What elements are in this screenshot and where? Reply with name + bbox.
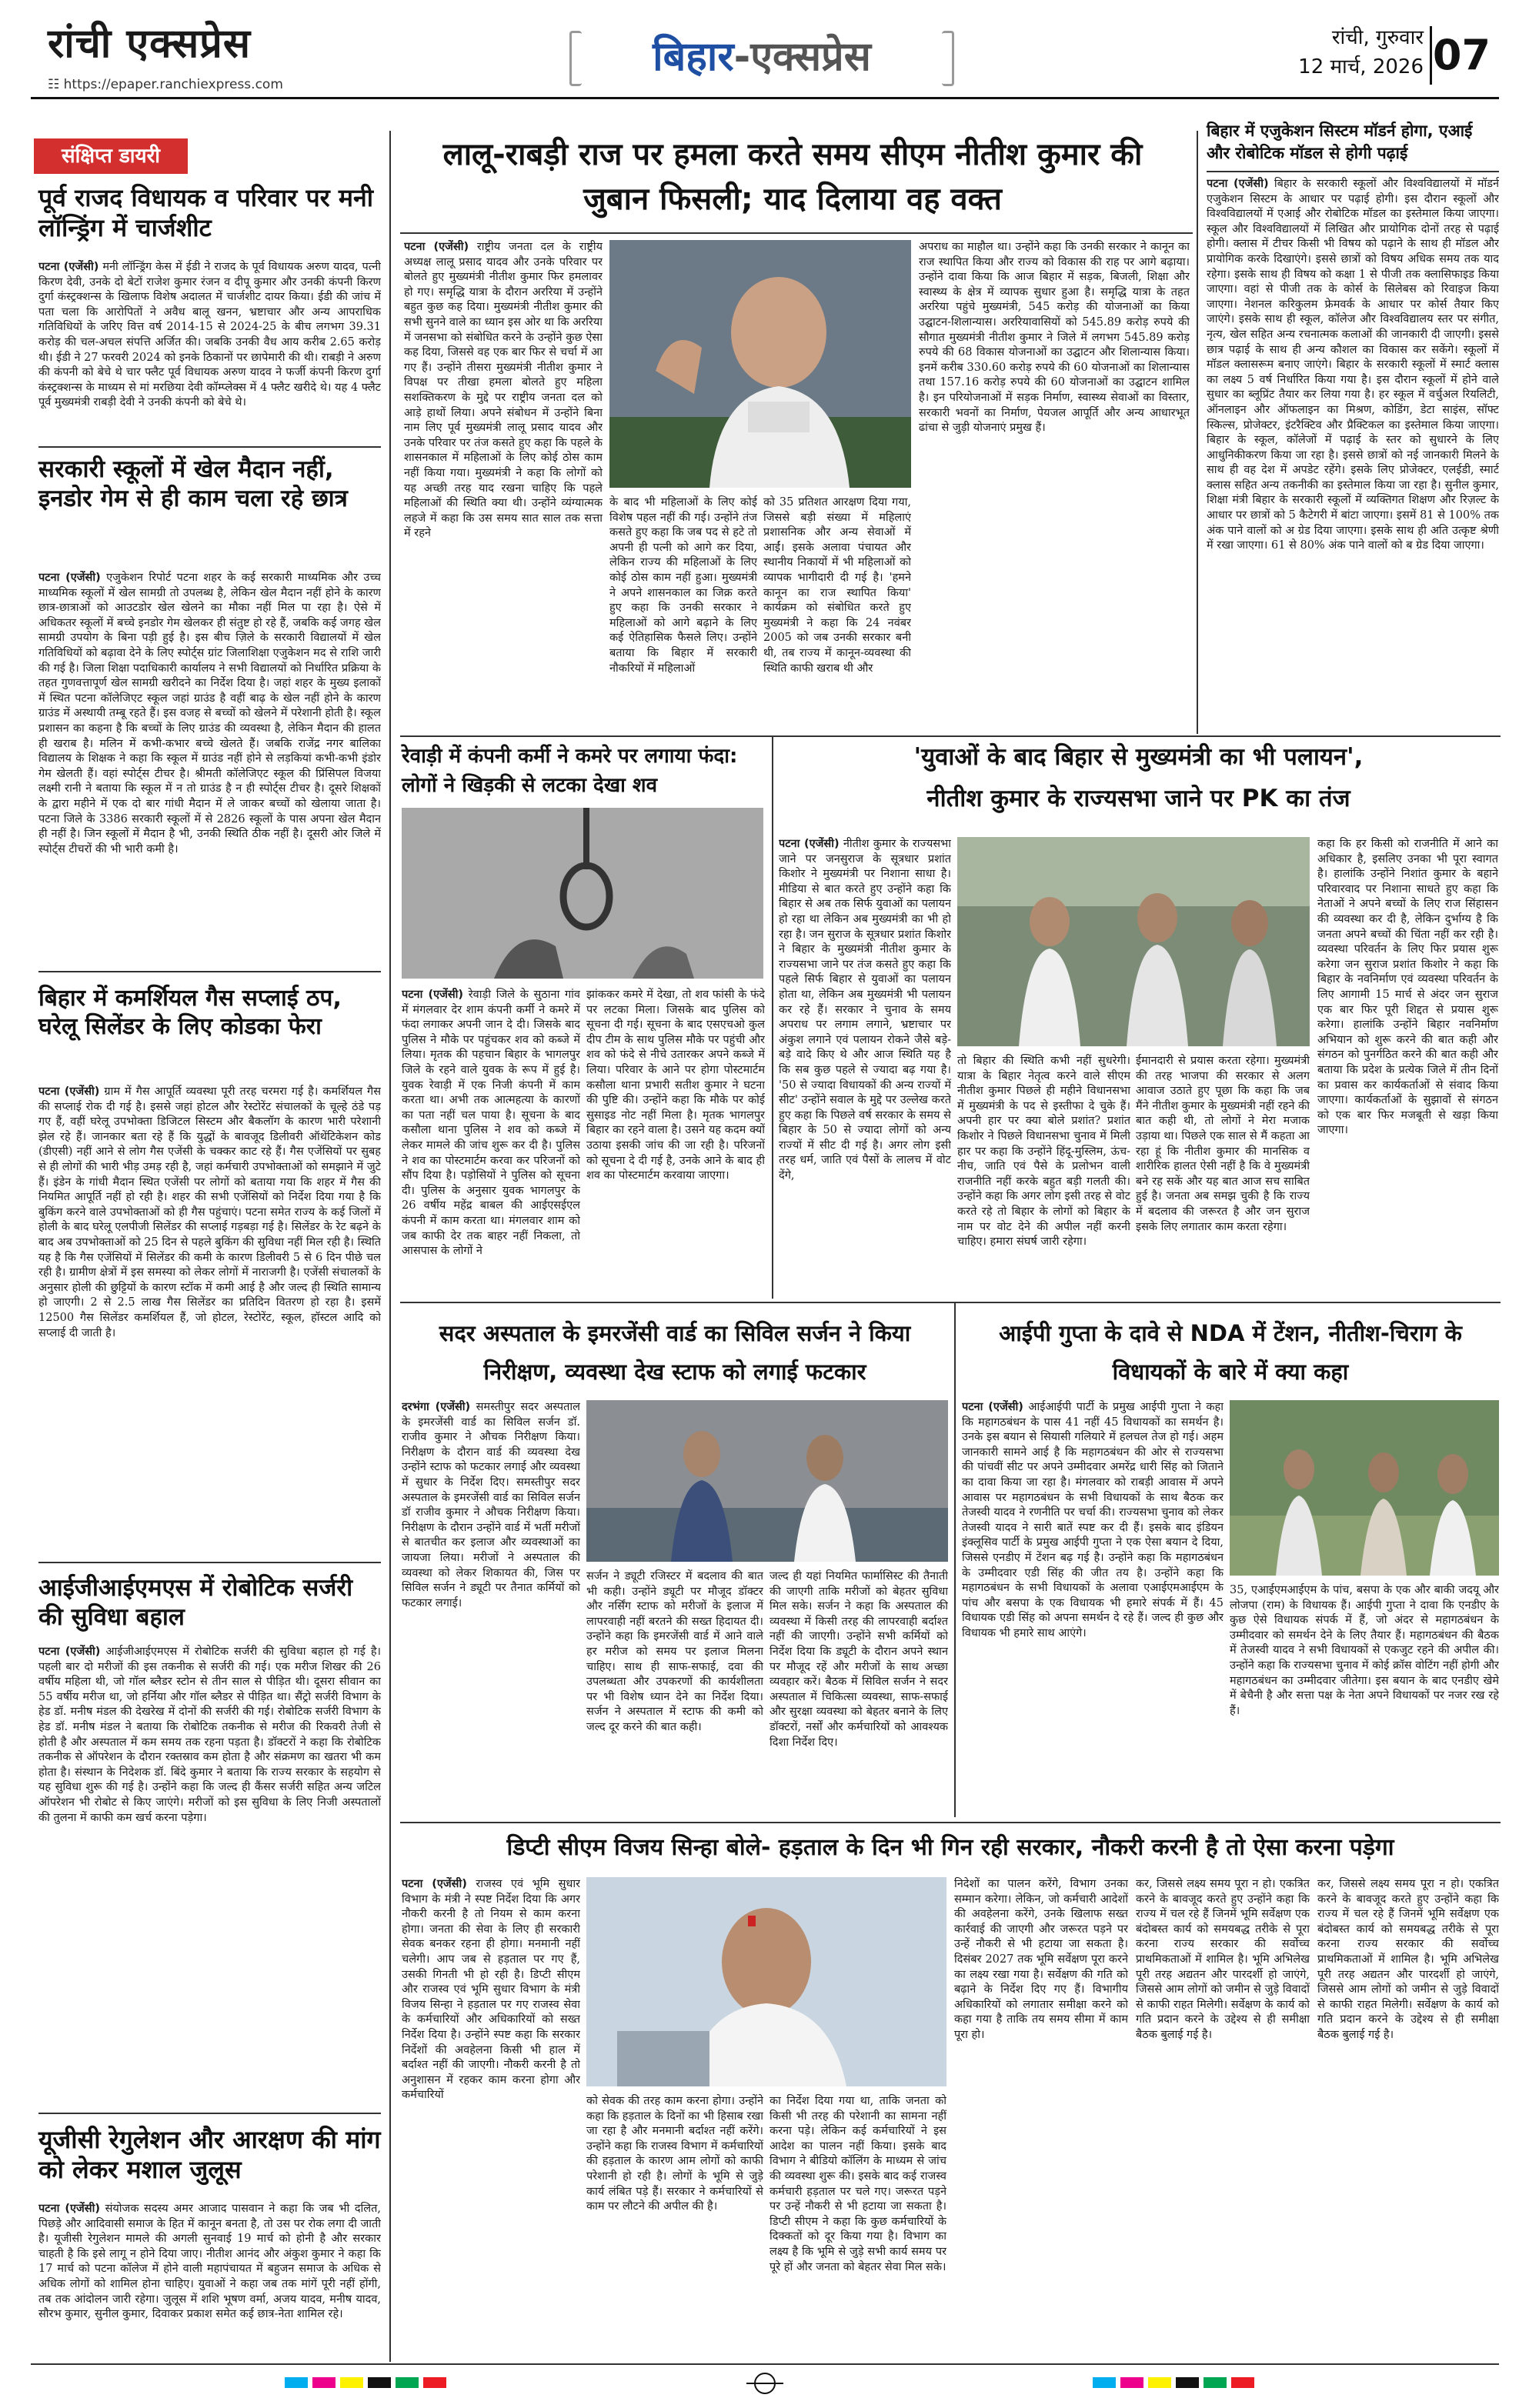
story3-divider [38,1562,381,1563]
lead-col2-text: के बाद भी महिलाओं के लिए कोई विशेष पहल नहीं की गई। उन्होंने तंज कसते हुए कहा कि जब पद से हटे तो अपनी ही पत्नी को आगे कर दिया, लेकिन राज्य की महिलाओं के लिए कोई ठोस काम नहीं हुआ। मुख्यमंत्री ने अपने शासनकाल का जिक्र करते हुए कहा कि उनकी सरकार ने महिलाओं को आगे बढ़ाने के लिए कई ऐतिहासिक फैसले लिए। उन्होंने बताया कि बिहार में सरकारी नौकरियों में महिलाओं [609,496,757,675]
rewari-headline: रेवाड़ी में कंपनी कर्मी ने कमरे पर लगाया फंदा: लोगों ने खिड़की से लटका देखा शव [402,745,738,797]
hospital-right-rule [954,1303,956,1817]
vijay-col1 [402,1877,580,2350]
vijay-col2-text: को सेवक की तरह काम करना होगा। उन्होंने कहा कि हड़ताल के दिनों का भी हिसाब रखा जा रहा है और मनमानी बर्दाश्त नहीं करेंगे। उन्होंने कहा कि राजस्व विभाग में कर्मचारियों की हड़ताल के कारण आम लोगों को काफी परेशानी हो रही है। लोगों के भूमि से जुड़े कार्य लंबित पड़े हैं। सरकार ने कर्मचारियों से काम पर लौटने की अपील की है। [586,2095,763,2213]
story1-headline: पूर्व राजद विधायक व परिवार पर मनी लॉन्ड्रिंग में चार्जशीट [38,183,374,243]
lead-headline-rule [400,232,1193,234]
story4-body [38,1645,381,2106]
story5-dateline: पटना (एजेंसी) [38,2203,100,2215]
story2-divider [38,971,381,972]
lead-col1-text: राष्ट्रीय जनता दल के राष्ट्रीय अध्यक्ष लालू प्रसाद यादव और उनके परिवार पर बोलते हुए मुख्यमंत्री नीतीश कुमार फिर हमलावर हो गए। समृद्धि यात्रा के दौरान अररिया में उन्होंने बहुत कुछ कह दिया। मुख्यमंत्री नीतीश कुमार की सभी सुनने वाले का ध्यान इस ओर था कि अररिया में जनसभा को संबोधित करने के उन्होंने कुछ ऐसा कह दिया, जिससे वह एक बार फिर से चर्चा में आ गए हैं। उन्होंने तीसरा मुख्यमंत्री नीतीश कुमार ने विपक्ष पर तीखा हमला बोलते हुए महिला सशक्तिकरण के मुद्दे पर राष्ट्रीय जनता दल को आड़े हाथों लिया। अपने संबोधन में उन्होंने बिना नाम लिए पूर्व मुख्यमंत्री लालू प्रसाद यादव और उनके परिवार पर तंज कसते हुए कहा कि पहले के शासनकाल में महिलाओं के लिए कोई ठोस काम नहीं किया गया। मुख्यमंत्री ने कहा कि लोगों को यह अच्छी तरह याद रखना चाहिए कि पहले महिलाओं की स्थिति क्या थी। उन्होंने व्यंग्यात्मक लहजे में कहा कि उस समय सात साल तक सत्ता में रहने [404,241,603,540]
section-title-bihar: बिहार [653,34,734,80]
ip-col2 [1230,1583,1499,1816]
hospital-col2-text: सर्जन ने ड्यूटी रजिस्टर में बदलाव की बात भी कही। उन्होंने ड्यूटी पर मौजूद डॉक्टर और नर्सिंग स्टाफ को मरीजों के इलाज में लापरवाही नहीं बरतने की सख्त हिदायत दी। उन्होंने कहा कि इमरजेंसी वार्ड में आने वाले हर मरीज को समय पर इलाज मिलना चाहिए। साथ ही साफ-सफाई, दवा की उपलब्धता और उपकरणों की कार्यशीलता पर भी विशेष ध्यान देने का निर्देश दिया। सर्जन ने अस्पताल में स्टाफ की कमी को जल्द दूर करने की बात कही। [586,1570,763,1733]
ip-gupta-meeting-photo [1230,1400,1499,1576]
story2-body [38,571,381,965]
vijay-col6-text: कर, जिससे लक्ष्य समय पूरा न हो। एकत्रित करने के बावजूद करते हुए उन्होंने कहा कि राज्य में चल रहे हैं जिनमें भूमि सर्वेक्षण एक बंदोबस्त कार्य को समयबद्ध तरीके से पूरा करना राज्य सरकार की सर्वोच्च प्राथमिकताओं में शामिल है। भूमि अभिलेख पूरी तरह अद्यतन और पारदर्शी हो जाएंगे, जिससे आम लोगों को जमीन से जुड़े विवादों से काफी राहत मिलेगी। सर्वेक्षण के कार्य को गति प्रदान करने के उद्देश्य से ही समीक्षा बैठक बुलाई गई है। [1317,1878,1499,2041]
lead-dateline: पटना (एजेंसी) [404,241,469,253]
story2-dateline: पटना (एजेंसी) [38,572,101,584]
date-city-day: रांची, गुरुवार [1331,26,1424,49]
hospital-headline: सदर अस्पताल के इमरजेंसी वार्ड का सिविल सर्जन ने किया निरीक्षण, व्यवस्था देख स्टाफ को लगाई फटकार [439,1320,911,1385]
pk-headline-1: 'युवाओं के बाद बिहार से मुख्यमंत्री का भी पलायन', [913,743,1364,771]
lead-headline: लालू-राबड़ी राज पर हमला करते समय सीएम नीतीश कुमार की जुबान फिसली; याद दिलाया वह वक्त [442,137,1143,217]
ip-headline: आईपी गुप्ता के दावे से NDA में टेंशन, नीतीश-चिराग के विधायकों के बारे में क्या कहा [999,1320,1462,1385]
hospital-col3-text: जल्द ही यहां नियमित फार्मासिस्ट की तैनाती की जाएगी ताकि मरीजों को बेहतर सुविधा मिल सके। सर्जन ने कहा कि अस्पताल की व्यवस्था में किसी तरह की लापरवाही बर्दाश्त नहीं की जाएगी। उन्होंने सभी कर्मियों को निर्देश दिया कि ड्यूटी के दौरान अपने स्थान पर मौजूद रहें और मरीजों के साथ अच्छा व्यवहार करें। बैठक में सिविल सर्जन ने सदर अस्पताल में चिकित्सा व्यवस्था, साफ-सफाई और सुरक्षा व्यवस्था को बेहतर बनाने के लिए डॉक्टरों, नर्सों और कर्मचारियों को आवश्यक दिशा निर्देश दिए। [770,1570,948,1749]
rewari-dateline: पटना (एजेंसी) [402,989,464,1001]
story4-text: आईजीआईएमएस में रोबोटिक सर्जरी की सुविधा बहाल हो गई है। पहली बार दो मरीजों की इस तकनीक से सर्जरी की गई। एक मरीज शिखर की 26 वर्षीय महिला थी, जो गॉल ब्लैडर स्टोन से तीन साल से पीड़ित थी। दूसरा सीवान का 55 वर्षीय मरीज था, जो हर्निया और गॉल ब्लैडर से पीड़ित था। सैंट्रो सर्जरी विभाग के हेड डॉ. मनीष मंडल की देखरेख में दोनों की सर्जरी की गई। रोबोटिक सर्जरी विभाग के हेड डॉ. मनीष मंडल ने बताया कि रोबोटिक तकनीक से मरीज की रिकवरी तेजी से होती है और अस्पताल में कम समय तक रहना पड़ता है। डॉक्टरों ने कहा कि रोबोटिक तकनीक से ऑपरेशन के दौरान रक्तस्राव कम होता है और संक्रमण का खतरा भी कम होता है। संस्थान के निदेशक डॉ. बिंदे कुमार ने बताया कि राज्य सरकार के सहयोग से यह सुविधा शुरू की गई है। उन्होंने कहा कि जल्द ही कैंसर सर्जरी सहित अन्य जटिल ऑपरेशन भी रोबोट से किए जाएंगे। मरीजों को इस सुविधा के लिए निजी अस्पतालों की तुलना में काफी कम खर्च करना पड़ेगा। [38,1646,381,1824]
lower-band-rule [400,1302,1501,1303]
story1-text: मनी लॉन्ड्रिंग केस में ईडी ने राजद के पूर्व विधायक अरुण यादव, पत्नी किरण देवी, उनके दो बेटों राजेश कुमार रंजन व दीपू कुमार और उनकी कंपनी किरण दुर्गा कंस्ट्रक्शन्स के खिलाफ विशेष अदालत में चार्जशीट दायर किया। ईडी की जांच में पता चला कि आरोपितों ने अवैध बालू खनन, भ्रष्टाचार और अन्य आपराधिक गतिविधियों के जरिए वित्त वर्ष 2014-15 से 2024-25 के बीच लगभग 39.31 करोड़ की चल-अचल संपत्ति अर्जित की। जबकि उनकी वैध आय करीब 2.65 करोड़ थी। ईडी ने 27 फरवरी 2024 को इनके ठिकानों पर छापेमारी की थी। राबड़ी ने अरुण की कंपनी को बेचे थे चार फ्लैट पूर्व विधायक अरुण यादव ने फर्जी कंपनी किरण दुर्गा कंस्ट्रक्शन्स के माध्यम से मां मरछिया देवी कॉम्प्लेक्स में 4 फ्लैट खरीदे थे। यह 4 फ्लैट पूर्व मुख्यमंत्री राबड़ी देवी ने उनकी कंपनी को बेचे थे। [38,261,381,409]
masthead-bracket-left [569,31,582,86]
vijay-col1-text: राजस्व एवं भूमि सुधार विभाग के मंत्री ने स्पष्ट निर्देश दिया कि अगर नौकरी करनी है तो नियम से काम करना होगा। जनता की सेवा के लिए ही सरकारी सेवक बनकर रहना ही होगा। मनमानी नहीं चलेगी। आप जब से हड़ताल पर गए हैं, उसकी गिनती भी हो रही है। डिप्टी सीएम और राजस्व एवं भूमि सुधार विभाग के मंत्री विजय सिन्हा ने हड़ताल पर गए राजस्व सेवा के कर्मचारियों और अधिकारियों को सख्त निर्देश दिया है। उन्होंने स्पष्ट कहा कि सरकार निर्देशों की अवहेलना किसी भी हाल में बर्दाश्त नहीं की जाएगी। नौकरी करनी है तो अनुशासन में रहकर काम करना होगा और कर्मचारियों [402,1878,580,2102]
masthead-bracket-right [942,31,954,86]
lead-col1 [404,240,603,732]
hospital-col1 [402,1400,580,1816]
vijay-dateline: पटना (एजेंसी) [402,1878,467,1890]
education-headline-rule [1207,171,1499,172]
lead-right-rule [1197,131,1198,734]
hospital-inspection-photo [586,1400,948,1562]
pk-col3 [1136,1054,1310,1296]
hospital-dateline: दरभंगा (एजेंसी) [402,1401,471,1413]
story5-text: संयोजक सदस्य अमर आजाद पासवान ने कहा कि जब भी दलित, पिछड़े और आदिवासी समाज के हित में कानून बनता है, तो उस पर रोक लगा दी जाती है। यूजीसी रेगुलेशन मामले की अगली सुनवाई 19 मार्च को होनी है और सरकार चाहती है कि इसे लागू न होने दिया जाए। नीतीश आनंद और अंकुश कुमार ने कहा कि 17 मार्च को पटना कॉलेज में होने वाली महापंचायत में बहुजन समाज के अधिक से अधिक लोगों को शामिल होना चाहिए। युवाओं ने कहा जब तक मांगें पूरी नहीं होंगी, तब तक आंदोलन जारी रहेगा। जुलूस में शशि भूषण वर्मा, अजय यादव, मनीष यादव, सौरभ कुमार, सुनील कुमार, दिवाकर प्रकाश समेत कई छात्र-नेता शामिल रहे। [38,2203,381,2321]
vijay-col3-text: का निर्देश दिया गया था, ताकि जनता को किसी भी तरह की परेशानी का सामना नहीं करना पड़े। लेकिन कई कर्मचारियों ने इस आदेश का पालन नहीं किया। इसके बाद विभाग ने बीडियो कॉलिंग के माध्यम से जांच की व्यवस्था शुरू की। इसके बाद कई राजस्व कर्मचारी हड़ताल पर चले गए। जरूरत पड़ने पर उन्हें नौकरी से भी हटाया जा सकता है। डिप्टी सीएम ने कहा कि कुछ कर्मचारियों के दिक्कतों को दूर किया गया है। विभाग का लक्ष्य है कि भूमि से जुड़े सभी कार्य समय पर पूरे हों और जनता को बेहतर सेवा मिल सके। [770,2095,946,2273]
epaper-url[interactable] [48,77,283,92]
pk-col4-text: कहा कि हर किसी को राजनीति में आने का अधिकार है, इसलिए उनका भी पूरा स्वागत है। हालांकि उन्होंने निशांत कुमार के बहाने परिवारवाद पर निशाना साधते हुए कहा कि नेताओं ने अपने बच्चों के लिए राज सिंहासन की व्यवस्था कर दी है, लेकिन दुर्भाग्य है कि जनता अपने बच्चों की चिंता नहीं कर रही है। व्यवस्था परिवर्तन के लिए फिर प्रयास शुरू करेगा जन सुराज प्रशांत किशोर ने कहा कि बिहार के नवनिर्माण एवं व्यवस्था परिवर्तन के लिए आगामी 15 मार्च से अंदर जन सुराज एक बार फिर पूरी शिद्दत से प्रयास शुरू करेगा। हालांकि उन्होंने बिहार नवनिर्माण अभियान को शुरू करने की बात कही और संगठन को पुनर्गठित करने की बात कही और बताया कि प्रदेश के प्रत्येक जिले में तीन दिनों का प्रवास कर कार्यकर्ताओं से संवाद किया जाएगा। कार्यकर्ताओं के सुझावों से संगठन को एक बार फिर मजबूती से खड़ा किया जाएगा। [1317,838,1498,1137]
pk-col2-text: तो बिहार की स्थिति कभी नहीं सुधरेगी। यात्रा के बिहार नेतृत्व करने वाले सीएम नीतीश कुमार पिछले ही महीने विधानसभा में मुख्यमंत्री के पद से इस्तीफा दे चुके हैं। अपनी हार पर क्या बोले प्रशांत? प्रशांत किशोर ने पिछले विधानसभा चुनाव में मिली हार पर कहा कि उन्होंने हिंदू-मुस्लिम, ऊंच-नीच, जाति एवं पैसे के प्रलोभन वाली राजनीति नहीं करके बहुत बड़ी गलती की। उन्होंने कहा कि अगर लोग इसी तरह से वोट करते रहे तो बिहार के लोगों को बिहार के नाम पर वोट देने की अपील नहीं करनी चाहिए। हमारा संघर्ष जारी रहेगा। [957,1055,1130,1249]
story3-text: ग्राम में गैस आपूर्ति व्यवस्था पूरी तरह चरमरा गई है। कमर्शियल गैस की सप्लाई रोक दी गई है। इससे जहां होटल और रेस्टोरेंट संचालकों के चूल्हे ठंडे पड़ गए हैं, वहीं घरेलू उपभोक्ता डिजिटल सिस्टम और बैकलॉग के कारण भारी परेशानी झेल रहे हैं। जानकार बता रहे हैं कि युद्धों के बावजूद डिलीवरी ऑथेंटिकेशन कोड (डीएसी) नहीं आने से लोग गैस एजेंसी के चक्कर काट रहे हैं। गैस एजेंसियों पर सुबह से ही लोगों की भारी भीड़ उमड़ रही है, जहां कर्मचारी उपभोक्ताओं को समझाने में जुटे हैं। इंडेन के गांधी मैदान स्थित एजेंसी पर लोगों को बताया गया कि शहर में गैस की नियमित आपूर्ति नहीं हो रही है। शहर की सभी एजेंसियों को निर्देश दिया गया है कि बुकिंग करने वाले उपभोक्ताओं को ही गैस पहुंचाएं। पटना समेत राज्य के कई जिलों में होली के बाद घरेलू एलपीजी सिलेंडर की सप्लाई गड़बड़ा गई है। सिलेंडर के रेट बढ़ने के बाद अब उपभोक्ताओं को 25 दिन से पहले बुकिंग की सुविधा नहीं मिल रही है। स्थिति यह है कि गैस एजेंसियों में सिलेंडर की कमी के कारण डिलीवरी 5 से 6 दिन पीछे चल रही है। ग्रामीण क्षेत्रों में इस समस्या को लेकर लोगों में नाराजगी है। एजेंसी संचालकों के अनुसार होली की छुट्टियों के कारण स्टॉक में कमी आई है और जल्द ही स्थिति सामान्य हो जाएगी। 2 से 2.5 लाख गैस सिलेंडर का प्रतिदिन वितरण हो रहा है। इसमें 12500 गैस सिलेंडर कमर्शियल हैं, जो होटल, रेस्टोरेंट, स्कूल, हॉस्टल आदि को सप्लाई दी जाती है। [38,1086,381,1339]
education-body [1207,177,1499,731]
story3-dateline: पटना (एजेंसी) [38,1086,100,1098]
vijay-sinha-photo [586,1877,946,2086]
ip-col1 [962,1400,1224,1816]
nitish-kumar-photo [609,240,911,488]
story3-headline: बिहार में कमर्शियल गैस सप्लाई ठप, घरेलू सिलेंडर के लिए कोडका फेरा [38,985,342,1040]
print-color-bar-right [1093,2377,1254,2388]
pk-dateline: पटना (एजेंसी) [779,838,840,850]
section-masthead [585,27,939,87]
section-title-express: -एक्सप्रेस [733,34,871,80]
bottom-band-rule [400,1822,1501,1823]
story4-dateline: पटना (एजेंसी) [38,1646,101,1658]
pk-col2 [957,1054,1130,1296]
pk-col3-text: ईमानदारी से प्रयास करता रहेगा। मुख्यमंत्री की तरह भाजपा की सरकार से अलग आवाज उठाते हुए पूछा कि कहा कि जब मैंने नीतीश कुमार के मुख्यमंत्री नहीं रहने की बात कही थी, तो लोगों ने मेरा मजाक उड़ाया था। पिछले एक साल से मैं कहता आ रहा हूं कि नीतीश कुमार की मानसिक व शारीरिक हालत ऐसी नहीं है कि वे मुख्यमंत्री बने रह सकें और यह बात आज सच साबित हुई है। जनता अब समझ चुकी है कि राज्य में बदलाव की जरूरत है और जन सुराज इसके लिए लगातार काम करता रहेगा। [1136,1055,1310,1233]
briefs-section-tab: संक्षिप्त डायरी [34,138,188,174]
lead-col3 [763,495,911,732]
registration-mark-crosshair [746,2383,783,2384]
story1-body [38,260,381,441]
pk-crowd-photo [957,837,1310,1046]
story2-headline: सरकारी स्कूलों में खेल मैदान नहीं, इनडोर गेम से ही काम चला रहे छात्र [38,455,348,512]
education-headline: बिहार में एजुकेशन सिस्टम मॉडर्न होगा, एआई और रोबोटिक मॉडल से होगी पढ़ाई [1207,122,1473,162]
date-block [1254,23,1424,82]
story4-headline: आईजीआईएमएस में रोबोटिक सर्जरी की सुविधा बहाल [38,1574,353,1631]
story1-divider [38,446,381,448]
globe-icon: ☷ [48,77,64,92]
rope-noose-photo [402,808,763,979]
vijay-col5 [1136,1877,1310,2350]
vijay-col5-text: कर, जिससे लक्ष्य समय पूरा न हो। एकत्रित करने के बावजूद करते हुए उन्होंने कहा कि राज्य में चल रहे हैं जिनमें भूमि सर्वेक्षण एक बंदोबस्त कार्य को समयबद्ध तरीके से पूरा करना राज्य सरकार की सर्वोच्च प्राथमिकताओं में शामिल है। भूमि अभिलेख पूरी तरह अद्यतन और पारदर्शी हो जाएंगे, जिससे आम लोगों को जमीन से जुड़े विवादों से काफी राहत मिलेगी। सर्वेक्षण के कार्य को गति प्रदान करने के उद्देश्य से ही समीक्षा बैठक बुलाई गई है। [1136,1878,1310,2041]
lead-col2 [609,495,757,732]
pk-headline-2: नीतीश कुमार के राज्यसभा जाने पर PK का तंज [926,785,1350,812]
story2-text: एजुकेशन रिपोर्ट पटना शहर के कई सरकारी माध्यमिक और उच्च माध्यमिक स्कूलों में खेल सामग्री तो उपलब्ध है, लेकिन खेल मैदान नहीं होने के कारण छात्र-छात्राओं को आउटडोर खेल खेलने का मौका नहीं मिल पा रहा है। ऐसे में अधिकतर स्कूलों में बच्चे इनडोर गेम खेलकर ही संतुष्ट हो रहे हैं, जबकि कई जगह खेल सामग्री उपयोग के बिना पड़ी हुई है। इस बीच ज़िले के सरकारी विद्यालयों में खेल गतिविधियों को बढ़ावा देने के लिए स्पोर्ट्स ग्रांट जिलाशिक्षा एजुकेशन मद से राशि जारी की गई है। जिला शिक्षा पदाधिकारी कार्यालय ने सभी विद्यालयों को निर्धारित प्रक्रिया के तहत गुणवत्तापूर्ण खेल सामग्री खरीदने का निर्देश दिया है। जहां शहर के मुख्य इलाकों में स्थित पटना कॉलेजिएट स्कूल जहां ग्राउंड है वहीं बाढ़ के खेल नहीं होने के कारण ग्राउंड में अस्थायी तम्बू रहते हैं। इस वजह से बच्चों को खेलने में परेशानी होती है। स्कूल प्रशासन का कहना है कि बच्चों के लिए ग्राउंड की व्यवस्था है, लेकिन मैदान की हालत ही खराब है। मलिन में कभी-कभार बच्चे खेलते हैं। जबकि राजेंद्र नगर बालिका विद्यालय के शिक्षक ने कहा कि स्कूल में ग्राउंड नहीं होने से लड़कियां कभी-कभी इंडोर गेम खेलती हैं। वहां स्पोर्ट्स टीचर है। श्रीमती कॉलेजिएट स्कूल की प्रिंसिपल विजया लक्ष्मी रानी ने बताया कि स्कूल में न तो ग्राउंड है न ही स्पोर्ट्स टीचर है। दूसरे शिक्षकों के द्वारा महीने में एक दो बार गांधी मैदान में ले जाकर बच्चों को खेलाया जाता है। पटना जिले के 3386 सरकारी स्कूलों में से 2826 स्कूलों के पास अपना खेल मैदान ही नहीं है। जिन स्कूलों में मैदान है भी, उनकी स्थिति ठीक नहीं है। दूसरी ओर जिले में स्पोर्ट्स टीचरों की भी भारी कमी है। [38,572,381,855]
masthead-rule [31,97,1499,99]
footer-rule [31,2363,1499,2365]
newspaper-logo: रांची एक्सप्रेस [48,20,252,67]
rewari-col1 [402,988,580,1296]
pk-col1 [779,837,951,1296]
vijay-col4-text: निदेशों का पालन करेंगे, विभाग उनका सम्मान करेगा। लेकिन, जो कर्मचारी आदेशों की अवहेलना करेंगे, उनके खिलाफ सख्त कार्रवाई की जाएगी और जरूरत पड़ने पर उन्हें नौकरी से भी हटाया जा सकता है। दिसंबर 2027 तक भूमि सर्वेक्षण पूरा करने का लक्ष्य रखा गया है। सर्वेक्षण की गति को बढ़ाने के निर्देश दिए गए हैं। विभागीय अधिकारियों को लगातार समीक्षा करने को कहा गया है ताकि तय समय सीमा में काम पूरा हो। [954,1878,1128,2041]
date-full: 12 मार्च, 2026 [1298,55,1424,78]
story3-body [38,1085,381,1554]
lead-col4-text: अपराध का माहौल था। उन्होंने कहा कि उनकी सरकार ने कानून का राज स्थापित किया और राज्य को विकास की राह पर आगे बढ़ाया। उन्होंने दावा किया कि आज बिहार में सड़क, बिजली, शिक्षा और स्वास्थ्य के क्षेत्र में व्यापक सुधार हुआ है। समृद्धि यात्रा के तहत अररिया पहुंचे मुख्यमंत्री, 545 करोड़ की योजनाओं का किया उद्घाटन-शिलान्यास। अररियावासियों को 545.89 करोड़ रुपये की सौगात मुख्यमंत्री नीतीश कुमार ने जिले में लगभग 545.89 करोड़ रुपये की 68 विकास योजनाओं का उद्घाटन और शिलान्यास किया। इनमें करीब 330.60 करोड़ रुपये की 60 योजनाओं का शिलान्यास तथा 157.16 करोड़ रुपये की 60 योजनाओं का उद्घाटन शामिल है। इन परियोजनाओं में सड़क निर्माण, स्वास्थ्य सेवाओं का विस्तार, सरकारी भवनों का निर्माण, पेयजल आपूर्ति और अन्य आधारभूत ढांचा से जुड़ी योजनाएं प्रमुख हैं। [919,241,1190,435]
vijay-col4 [954,1877,1128,2350]
story5-headline: यूजीसी रेगुलेशन और आरक्षण की मांग को लेकर मशाल जुलूस [38,2125,381,2185]
lead-col3-text: को 35 प्रतिशत आरक्षण दिया गया, जिससे बड़ी संख्या में महिलाएं प्रशासनिक और अन्य सेवाओं में आईं। इसके अलावा पंचायत और स्थानीय निकायों में भी महिलाओं को व्यापक भागीदारी दी गई है। 'हमने कानून का राज स्थापित किया' कार्यक्रम को संबोधित करते हुए मुख्यमंत्री ने कहा कि 24 नवंबर 2005 को जब उनकी सरकार बनी थी, तब राज्य में कानून-व्यवस्था की स्थिति काफी खराब थी और [763,496,911,675]
story4-divider [38,2113,381,2114]
hospital-col3 [770,1569,948,1816]
lead-col4 [919,240,1190,732]
education-dateline: पटना (एजेंसी) [1207,178,1269,190]
ip-dateline: पटना (एजेंसी) [962,1401,1023,1413]
rewari-col1-text: रेवाड़ी जिले के सुठाना गांव में मंगलवार देर शाम कंपनी कर्मी ने कमरे में फंदा लगाकर अपनी जान दे दी। जिसके बाद पुलिस ने मौके पर पहुंचकर शव को कब्जे में लिया। मृतक की पहचान बिहार के भागलपुर जिले के रहने वाले युवक के रूप में हुई है। युवक रेवाड़ी में एक निजी कंपनी में काम करता था। अभी तक आत्महत्या के कारणों का पता नहीं चल पाया है। सूचना के बाद कसौला थाना पुलिस ने शव को कब्जे में लेकर मामले की जांच शुरू कर दी है। पुलिस ने शव का पोस्टमार्टम करवा कर परिजनों को सौंप दिया है। पड़ोसियों ने पुलिस को सूचना दी। पुलिस के अनुसार युवक भागलपुर के 26 वर्षीय महेंद्र बाबल की आईएसईएल कंपनी में काम करता था। मंगलवार शाम को जब काफी देर तक बाहर नहीं निकला, तो आसपास के लोगों ने [402,989,580,1258]
hospital-col1-text: समस्तीपुर सदर अस्पताल के इमरजेंसी वार्ड का सिविल सर्जन डॉ. राजीव कुमार ने औचक निरीक्षण किया। निरीक्षण के दौरान वार्ड की व्यवस्था देख उन्होंने स्टाफ को फटकार लगाई और व्यवस्था में सुधार के निर्देश दिए। समस्तीपुर सदर अस्पताल के इमरजेंसी वार्ड का सिविल सर्जन डॉ राजीव कुमार ने औचक निरीक्षण किया। निरीक्षण के दौरान उन्होंने वार्ड में भर्ती मरीजों से बातचीत कर इलाज और व्यवस्थाओं का जायजा लिया। मरीजों ने अस्पताल की व्यवस्था को लेकर शिकायत की, जिस पर सिविल सर्जन ने ड्यूटी पर तैनात कर्मियों को फटकार लगाई। [402,1401,580,1609]
rewari-right-rule [772,737,773,1299]
ip-col1-text: आईआईपी पार्टी के प्रमुख आईपी गुप्ता ने कहा कि महागठबंधन के पास 41 नहीं 45 विधायकों का समर्थन है। उनके इस बयान से सियासी गलियारे में हलचल तेज हो गई। अहम जानकारी सामने आई है कि महागठबंधन की ओर से राज्यसभा की पांचवीं सीट पर अपने उम्मीदवार अमरेंद्र धारी सिंह को जिताने का दावा किया जा रहा है। मंगलवार को राबड़ी आवास में अपने आवास पर महागठबंधन के सभी विधायकों के साथ बैठक कर तेजस्वी यादव ने रणनीति पर चर्चा की। राज्यसभा चुनाव को लेकर तेजस्वी यादव ने सारी बातें स्पष्ट कर दी हैं। इसके बाद इंडियन इंक्लूसिव पार्टी के प्रमुख आईपी गुप्ता ने एक ऐसा बयान दे दिया, जिससे एनडीए में टेंशन बढ़ गई है। उन्होंने कहा कि महागठबंधन के उम्मीदवार एडी सिंह की जीत तय है। उन्होंने कहा कि महागठबंधन के सभी विधायकों के अलावा एआईएमआईएम के पांच और बसपा के एक विधायक भी हमारे संपर्क में हैं। 45 विधायक एडी सिंह को अपना समर्थन दे रहे हैं। जल्द ही कुछ और विधायक भी हमारे साथ आएंगे। [962,1401,1224,1639]
pk-col1-text: नीतीश कुमार के राज्यसभा जाने पर जनसुराज के सूत्रधार प्रशांत किशोर ने मुख्यमंत्री पर निशाना साधा है। मीडिया से बात करते हुए उन्होंने कहा कि बिहार से अब तक सिर्फ युवाओं का पलायन हो रहा था लेकिन अब मुख्यमंत्री का भी हो रहा है। जन सुराज के सूत्रधार प्रशांत किशोर ने बिहार के मुख्यमंत्री नीतीश कुमार के राज्यसभा जाने पर तंज कसते हुए कहा कि पहले सिर्फ बिहार से युवाओं का पलायन होता था, लेकिन अब मुख्यमंत्री भी पलायन कर रहे हैं। सरकार ने चुनाव के समय अपराध पर लगाम लगाने, भ्रष्टाचार पर अंकुश लगाने एवं पलायन रोकने जैसे बड़े-बड़े वादे किए थे और आज स्थिति यह है कि सब कुछ पहले से ज्यादा बढ़ गया है। '50 से ज्यादा विधायकों की अन्य राज्यों में सीट' उन्होंने सवाल के मुद्दे पर उल्लेख करते हुए कहा कि पिछले वर्ष सरकार के समय से बिहार के 50 से ज्यादा लोगों को अन्य राज्यों में सीट दी गई है। अगर लोग इसी तरह धर्म, जाति एवं पैसों के लालच में वोट देंगे, [779,838,951,1182]
rewari-col2-text: झांककर कमरे में देखा, तो शव फांसी के फंदे पर लटका मिला। जिसके बाद पुलिस को सूचना दी गई। सूचना के बाद एसएचओ कुल दीप टीम के साथ पुलिस मौके पर पहुंची और शव को फंदे से नीचे उतारकर अपने कब्जे में लिया। परिवार के आने पर होगा पोस्टमार्टम कसौला थाना प्रभारी सतीश कुमार ने घटना की पुष्टि की। उन्होंने कहा कि मौके पर कोई सुसाइड नोट नहीं मिला है। मृतक भागलपुर बिहार का रहने वाला है। उसने यह कदम क्यों उठाया इसकी जांच की जा रही है। परिजनों को सूचना दे दी गई है, उनके आने के बाद ही शव का पोस्टमार्टम करवाया जाएगा। [586,989,765,1182]
pk-col4 [1317,837,1498,1296]
vijay-headline: डिप्टी सीएम विजय सिन्हा बोले- हड़ताल के दिन भी गिन रही सरकार, नौकरी करनी है तो ऐसा करना पड़ेगा [506,1834,1394,1861]
hospital-col2 [586,1569,763,1816]
mid-band-rule [400,735,1501,737]
rewari-col2 [586,988,765,1296]
url-text: https://epaper.ranchiexpress.com [63,77,283,92]
print-color-bar-left [285,2377,446,2388]
education-text: बिहार के सरकारी स्कूलों और विश्वविद्यालयों में मॉडर्न एजुकेशन सिस्टम के आधार पर पढ़ाई होगी। इस दौरान स्कूलों और विश्वविद्यालयों में एआई और रोबोटिक मॉडल का इस्तेमाल किया जाएगा। स्कूल और विश्वविद्यालयों में लिखित और प्रायोगिक दोनों तरह से पढ़ाई होगी। क्लास में टीचर किसी भी विषय को पढ़ाने के साथ ही मॉडल और प्रायोगिक करके दिखाएंगे। इससे छात्रों को विषय अधिक समय तक याद रहेगा। इसके साथ ही विषय को कक्षा 1 से पीजी तक क्लासिफाइड किया जाएगा। वहां से पीजी तक के कोर्स के सिलेबस को रिवाइज किया जाएगा। नेशनल करिकुलम फ्रेमवर्क के आधार पर कोर्स तैयार किए जाएंगे। इसके साथ ही स्कूल, कॉलेज और विश्वविद्यालय स्तर पर संगीत, नृत्य, खेल सहित अन्य रचनात्मक कलाओं की जानकारी दी जाएगी। इससे छात्र पढ़ाई के साथ ही अन्य कौशल का विकास कर सकेंगे। स्कूलों में मॉडल क्लासरूम बनाए जाएंगे। बिहार के सरकारी स्कूलों में स्मार्ट क्लास का लक्ष्य 5 वर्ष निर्धारित किया गया है। इस दौरान स्कूलों में होने वाले सुधार का ब्लूप्रिंट तैयार कर लिया गया है। हर स्कूल में वर्चुअल रियलिटी, ऑनलाइन और ऑफलाइन का मिश्रण, कोडिंग, डेटा साइंस, सॉफ्ट स्किल्स, प्रोजेक्टर, इंटरैक्टिव और प्रैक्टिकल का इस्तेमाल किया जाएगा। बिहार के स्कूल, कॉलेजों में पढ़ाई के स्तर को सुधारने के लिए आधुनिकीकरण किया जा रहा है। इससे छात्रों को नई जानकारी मिलने के साथ ही वह देश में अपडेट रहेंगे। इसके लिए प्रोजेक्टर, एलईडी, स्मार्ट क्लास सहित अन्य तकनीकी का इस्तेमाल किया जा रहा है। सुनील कुमार, शिक्षा मंत्री बिहार के सरकारी स्कूलों में व्यक्तिगत शिक्षण और रिज़ल्ट के आधार पर छात्रों को 5 कैटेगरी में बांटा जाएगा। इसमें 81 से 100% तक अंक पाने वालों को अ ग्रेड दिया जाएगा। इसके साथ ही अति उत्कृष्ट श्रेणी में रखा जाएगा। 61 से 80% अंक पाने वालों को ब ग्रेड दिया जाएगा। [1207,178,1499,552]
story1-dateline: पटना (एजेंसी) [38,261,99,273]
left-column-rule [389,131,391,2362]
vijay-col2 [586,2094,763,2350]
story5-body [38,2202,381,2352]
vijay-col3 [770,2094,946,2350]
page-number: 07 [1430,26,1491,85]
vijay-col6 [1317,1877,1499,2350]
ip-col2-text: 35, एआईएमआईएम के पांच, बसपा के एक और बाकी जदयू और लोजपा (राम) के विधायक हैं। आईपी गुप्ता ने दावा कि एनडीए के कुछ ऐसे विधायक संपर्क में हैं, जो अंदर से महागठबंधन के उम्मीदवार को समर्थन देने के लिए तैयार हैं। महागठबंधन की बैठक में तेजस्वी यादव ने सभी विधायकों से एकजुट रहने की अपील की। उन्होंने कहा कि राज्यसभा चुनाव में कोई क्रॉस वोटिंग नहीं होगी और महागठबंधन का उम्मीदवार जीतेगा। इस बयान के बाद एनडीए खेमे में बेचैनी है और सत्ता पक्ष के नेता अपने विधायकों पर नजर रख रहे हैं। [1230,1584,1499,1717]
